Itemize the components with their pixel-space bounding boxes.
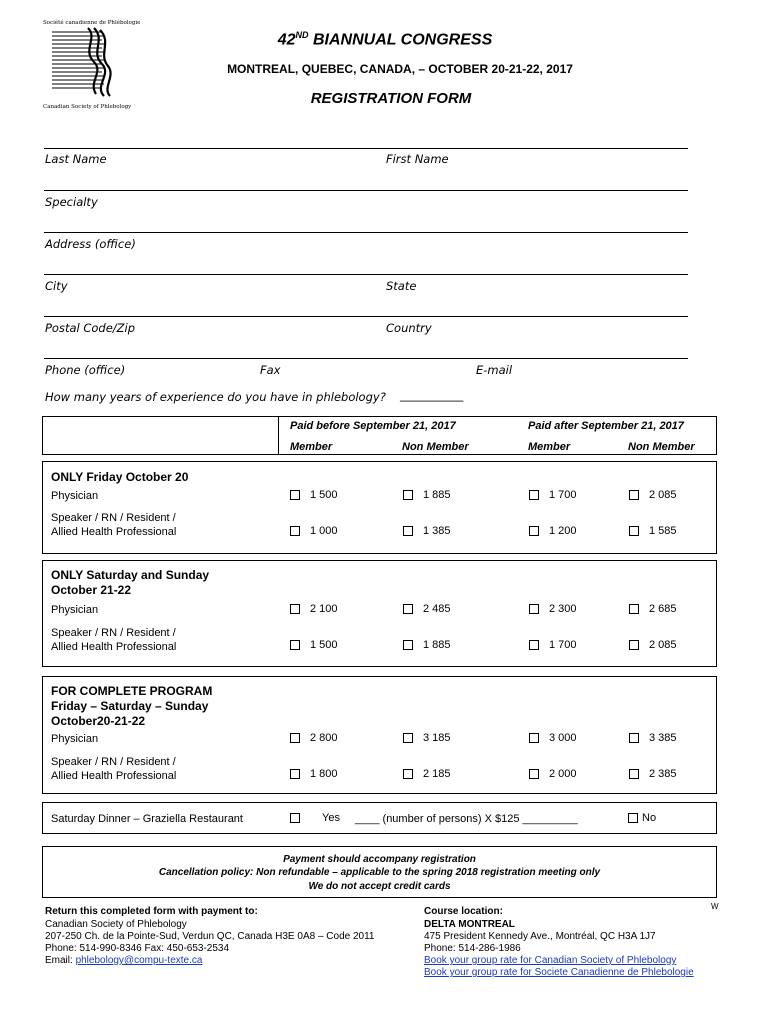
- phone-line[interactable]: [44, 358, 688, 359]
- return-email-line: Email: phlebology@compu-texte.ca: [45, 955, 203, 966]
- checkbox-icon[interactable]: [529, 769, 539, 779]
- checkbox-icon[interactable]: [403, 733, 413, 743]
- svg-text:Canadian Society of Phlebology: Canadian Society of Phlebology: [43, 104, 132, 110]
- member-col-1: Member: [290, 441, 333, 453]
- city-state-line[interactable]: [44, 274, 688, 275]
- checkbox-icon[interactable]: [290, 490, 300, 500]
- price-option[interactable]: [290, 525, 338, 537]
- member-col-2: Member: [528, 441, 571, 453]
- price-option[interactable]: [290, 489, 338, 501]
- price-option[interactable]: [403, 768, 451, 780]
- payment-line-3: We do not accept credit cards: [308, 881, 451, 892]
- price-option[interactable]: [629, 732, 677, 744]
- section-title: FOR COMPLETE PROGRAM Friday – Saturday – Sunday October20-21-22: [51, 684, 213, 728]
- price-value: 1 500: [310, 489, 338, 501]
- row-label: Speaker / RN / Resident / Allied Health Professional: [51, 756, 177, 782]
- header-divider: [278, 416, 279, 455]
- dinner-no-label: No: [642, 812, 657, 824]
- corner-mark: W: [711, 902, 719, 911]
- postal-label: Postal Code/Zip: [45, 321, 136, 335]
- price-value: 3 185: [423, 732, 451, 744]
- last-name-label: Last Name: [45, 152, 107, 166]
- dinner-no-option[interactable]: [628, 812, 656, 824]
- row-label: Speaker / RN / Resident / Allied Health Professional: [51, 512, 177, 538]
- price-value: 1 700: [549, 489, 577, 501]
- checkbox-icon[interactable]: [629, 733, 639, 743]
- dinner-yes-label: Yes: [322, 812, 340, 824]
- first-name-label: First Name: [386, 152, 449, 166]
- checkbox-icon[interactable]: [629, 640, 639, 650]
- price-option[interactable]: [290, 732, 338, 744]
- dinner-label: Saturday Dinner – Graziella Restaurant: [51, 813, 243, 825]
- price-value: 2 085: [649, 639, 677, 651]
- price-option[interactable]: [403, 489, 451, 501]
- checkbox-icon[interactable]: [403, 490, 413, 500]
- price-value: 2 800: [310, 732, 338, 744]
- price-option[interactable]: [629, 603, 677, 615]
- experience-question: How many years of experience do you have in phlebology?: [45, 390, 386, 404]
- section-title: ONLY Friday October 20: [51, 470, 189, 484]
- payment-line-1: Payment should accompany registration: [283, 854, 476, 865]
- return-org: Canadian Society of Phlebology: [45, 919, 187, 930]
- email-link[interactable]: phlebology@compu-texte.ca: [75, 955, 203, 966]
- price-value: 2 100: [310, 603, 338, 615]
- checkbox-icon[interactable]: [403, 640, 413, 650]
- price-option[interactable]: [290, 603, 338, 615]
- location-heading: Course location:: [424, 906, 503, 917]
- checkbox-icon[interactable]: [403, 526, 413, 536]
- checkbox-icon[interactable]: [529, 604, 539, 614]
- price-value: 1 500: [310, 639, 338, 651]
- checkbox-icon[interactable]: [529, 526, 539, 536]
- price-value: 3 385: [649, 732, 677, 744]
- country-label: Country: [386, 321, 432, 335]
- location-hotel: DELTA MONTREAL: [424, 919, 515, 930]
- address-line[interactable]: [44, 232, 688, 233]
- price-value: 2 685: [649, 603, 677, 615]
- postal-country-line[interactable]: [44, 316, 688, 317]
- price-option[interactable]: [403, 603, 451, 615]
- checkbox-icon[interactable]: [629, 490, 639, 500]
- checkbox-icon[interactable]: [290, 640, 300, 650]
- state-label: State: [386, 279, 417, 293]
- checkbox-icon[interactable]: [629, 769, 639, 779]
- dinner-persons-input[interactable]: ____ (number of persons) X $125 _________: [355, 813, 578, 825]
- congress-subtitle: MONTREAL, QUEBEC, CANADA, – OCTOBER 20-21-22, 2017: [227, 62, 573, 76]
- price-value: 1 700: [549, 639, 577, 651]
- price-option[interactable]: [629, 525, 677, 537]
- price-value: 1 885: [423, 489, 451, 501]
- checkbox-icon[interactable]: [529, 490, 539, 500]
- checkbox-icon[interactable]: [290, 733, 300, 743]
- price-value: 1 000: [310, 525, 338, 537]
- price-value: 2 485: [423, 603, 451, 615]
- price-value: 2 185: [423, 768, 451, 780]
- row-label: Physician: [51, 604, 99, 616]
- phone-label: Phone (office): [45, 363, 126, 377]
- return-address: 207-250 Ch. de la Pointe-Sud, Verdun QC, Canada H3E 0A8 – Code 2011: [45, 931, 375, 942]
- price-option[interactable]: [529, 525, 577, 537]
- checkbox-icon[interactable]: [529, 640, 539, 650]
- price-option[interactable]: [403, 525, 451, 537]
- price-value: 1 885: [423, 639, 451, 651]
- price-option[interactable]: [629, 489, 677, 501]
- price-option[interactable]: [529, 768, 577, 780]
- price-value: 1 200: [549, 525, 577, 537]
- name-line[interactable]: [44, 148, 688, 149]
- city-label: City: [45, 279, 68, 293]
- row-label: Speaker / RN / Resident / Allied Health Professional: [51, 627, 177, 653]
- price-option[interactable]: [403, 639, 451, 651]
- price-option[interactable]: [529, 489, 577, 501]
- checkbox-icon[interactable]: [529, 733, 539, 743]
- checkbox-icon[interactable]: [629, 604, 639, 614]
- location-phone: Phone: 514-286-1986: [424, 943, 521, 954]
- form-title: REGISTRATION FORM: [310, 90, 472, 107]
- checkbox-icon[interactable]: [628, 813, 638, 823]
- paid-before-header: Paid before September 21, 2017: [290, 420, 456, 432]
- booking-link-en[interactable]: Book your group rate for Canadian Society of Phlebology: [424, 955, 677, 966]
- congress-title: 42ND BIANNUAL CONGRESS: [277, 30, 493, 49]
- specialty-line[interactable]: [44, 190, 688, 191]
- row-label: Physician: [51, 733, 99, 745]
- payment-line-2: Cancellation policy: Non refundable – applicable to the spring 2018 registration meeting only: [158, 867, 601, 878]
- price-option[interactable]: [403, 732, 451, 744]
- price-option[interactable]: [529, 639, 577, 651]
- checkbox-icon[interactable]: [290, 604, 300, 614]
- checkbox-icon[interactable]: [290, 526, 300, 536]
- price-option[interactable]: [529, 603, 577, 615]
- non-member-col-1: Non Member: [402, 441, 469, 453]
- checkbox-icon[interactable]: [403, 604, 413, 614]
- return-heading: Return this completed form with payment to:: [45, 906, 258, 917]
- non-member-col-2: Non Member: [628, 441, 695, 453]
- price-option[interactable]: [629, 768, 677, 780]
- checkbox-icon[interactable]: [290, 769, 300, 779]
- email-label: E-mail: [476, 363, 513, 377]
- price-value: 1 800: [310, 768, 338, 780]
- checkbox-icon[interactable]: [403, 769, 413, 779]
- price-value: 2 085: [649, 489, 677, 501]
- checkbox-icon[interactable]: [290, 813, 300, 823]
- experience-input[interactable]: ___________: [400, 388, 464, 402]
- price-value: 1 385: [423, 525, 451, 537]
- paid-after-header: Paid after September 21, 2017: [528, 420, 684, 432]
- price-value: 3 000: [549, 732, 577, 744]
- checkbox-icon[interactable]: [629, 526, 639, 536]
- svg-text:Société canadienne de Phlébolo: Société canadienne de Phlébologie: [43, 20, 141, 26]
- address-label: Address (office): [45, 237, 136, 251]
- price-value: 2 000: [549, 768, 577, 780]
- booking-link-fr[interactable]: Book your group rate for Societe Canadienne de Phlebologie: [424, 967, 694, 978]
- price-value: 1 585: [649, 525, 677, 537]
- row-label: Physician: [51, 490, 99, 502]
- dinner-yes-option[interactable]: [290, 812, 340, 824]
- location-address: 475 President Kennedy Ave., Montréal, QC H3A 1J7: [424, 931, 656, 942]
- section-title: ONLY Saturday and Sunday October 21-22: [51, 568, 210, 597]
- specialty-label: Specialty: [45, 195, 98, 209]
- price-value: 2 385: [649, 768, 677, 780]
- price-option[interactable]: [290, 768, 338, 780]
- price-option[interactable]: [290, 639, 338, 651]
- return-phone: Phone: 514-990-8346 Fax: 450-653-2534: [45, 943, 230, 954]
- price-option[interactable]: [629, 639, 677, 651]
- fax-label: Fax: [260, 363, 281, 377]
- price-option[interactable]: [529, 732, 577, 744]
- price-value: 2 300: [549, 603, 577, 615]
